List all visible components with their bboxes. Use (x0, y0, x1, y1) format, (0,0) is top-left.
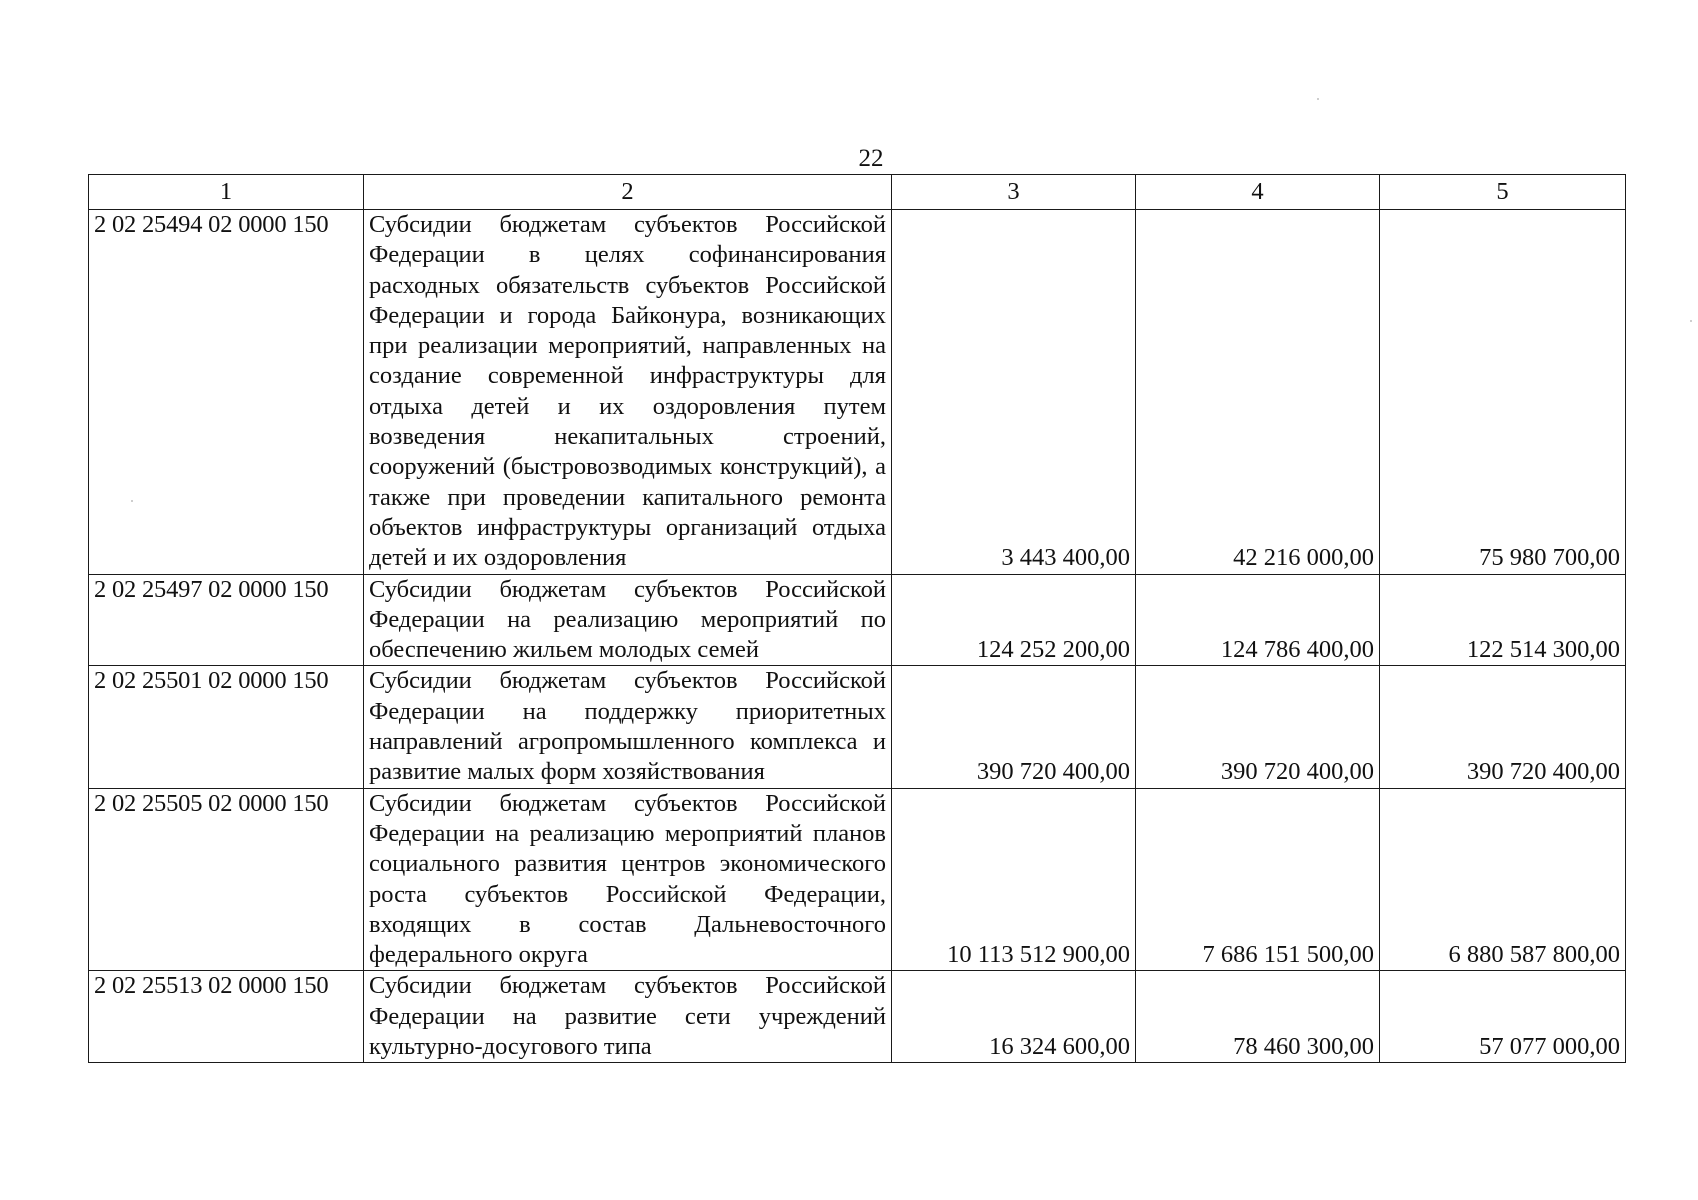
amount-cell-col5: 6 880 587 800,00 (1380, 788, 1626, 971)
budget-table (88, 174, 1626, 1063)
table-header-row (89, 175, 1626, 210)
revenue-name-cell: Субсидии бюджетам субъектов Российской Федерации в целях софинансирования расходных обязательств субъектов Российской Федерации и города Байконура, возникающих при реализации мероприятий, направленных на создание современной инфраструктуры для отдыха детей и их оздоровления путем возведения некапитальных строений, сооружений (быстровозводимых конструкций), а также при проведении капитального ремонта объектов инфраструктуры организаций отдыха детей и их оздоровления (364, 210, 892, 575)
column-header-5: 5 (1380, 175, 1626, 210)
column-header-2: 2 (364, 175, 892, 210)
column-header-3: 3 (892, 175, 1136, 210)
amount-cell-col3: 390 720 400,00 (892, 666, 1136, 788)
amount-cell-col4: 42 216 000,00 (1136, 210, 1380, 575)
amount-cell-col3: 10 113 512 900,00 (892, 788, 1136, 971)
budget-code-cell: 2 02 25494 02 0000 150 (89, 210, 364, 575)
budget-code-cell: 2 02 25505 02 0000 150 (89, 788, 364, 971)
amount-cell-col3: 16 324 600,00 (892, 971, 1136, 1063)
scan-speck (131, 500, 133, 502)
amount-cell-col4: 78 460 300,00 (1136, 971, 1380, 1063)
budget-code-cell: 2 02 25501 02 0000 150 (89, 666, 364, 788)
table-row (89, 666, 1626, 788)
scan-speck (1690, 320, 1692, 322)
column-header-1: 1 (89, 175, 364, 210)
table-row (89, 788, 1626, 971)
amount-cell-col4: 124 786 400,00 (1136, 574, 1380, 666)
amount-cell-col4: 7 686 151 500,00 (1136, 788, 1380, 971)
revenue-name-cell: Субсидии бюджетам субъектов Российской Федерации на развитие сети учреждений культурно-досугового типа (364, 971, 892, 1063)
table-row (89, 210, 1626, 575)
budget-code-cell: 2 02 25513 02 0000 150 (89, 971, 364, 1063)
amount-cell-col5: 122 514 300,00 (1380, 574, 1626, 666)
revenue-name-cell: Субсидии бюджетам субъектов Российской Федерации на поддержку приоритетных направлений агропромышленного комплекса и развитие малых форм хозяйствования (364, 666, 892, 788)
revenue-name-cell: Субсидии бюджетам субъектов Российской Федерации на реализацию мероприятий планов социального развития центров экономического роста субъектов Российской Федерации, входящих в состав Дальневосточного федерального округа (364, 788, 892, 971)
amount-cell-col5: 390 720 400,00 (1380, 666, 1626, 788)
amount-cell-col3: 3 443 400,00 (892, 210, 1136, 575)
budget-code-cell: 2 02 25497 02 0000 150 (89, 574, 364, 666)
amount-cell-col4: 390 720 400,00 (1136, 666, 1380, 788)
column-header-4: 4 (1136, 175, 1380, 210)
table-row (89, 971, 1626, 1063)
amount-cell-col3: 124 252 200,00 (892, 574, 1136, 666)
amount-cell-col5: 75 980 700,00 (1380, 210, 1626, 575)
scan-speck (1317, 98, 1319, 100)
page-number: 22 (858, 145, 884, 172)
table-row (89, 574, 1626, 666)
revenue-name-cell: Субсидии бюджетам субъектов Российской Федерации на реализацию мероприятий по обеспечению жильем молодых семей (364, 574, 892, 666)
amount-cell-col5: 57 077 000,00 (1380, 971, 1626, 1063)
